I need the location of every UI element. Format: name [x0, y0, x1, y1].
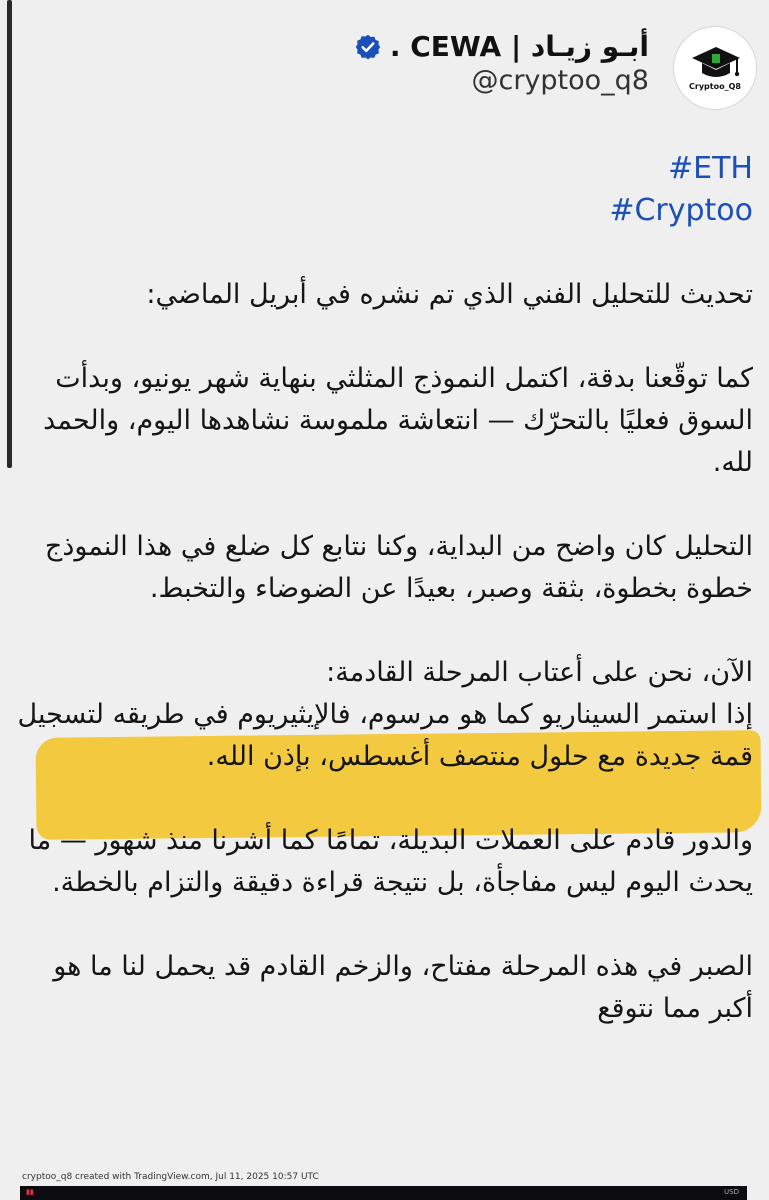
avatar[interactable]: [673, 26, 757, 110]
hashtag-eth[interactable]: #ETH: [668, 151, 753, 186]
paragraph-altcoins: والدور قادم على العملات البديلة، تمامًا كما أشرنا منذ شهور — ما يحدث اليوم ليس مفاجأة، بل نتيجة قراءة دقيقة والتزام بالخطة.: [28, 825, 753, 898]
verified-badge-icon: [354, 33, 382, 61]
tweet-header: [117, 18, 757, 108]
paragraph-triangle: كما توقّعنا بدقة، اكتمل النموذج المثلثي بنهاية شهر يونيو، وبدأت السوق فعليًا بالتحرّك — انتعاشة ملموسة نشاهدها اليوم، والحمد لله.: [43, 363, 753, 478]
chart-currency: USD: [724, 1188, 739, 1196]
hashtag-cryptoo[interactable]: #Cryptoo: [609, 193, 753, 228]
thread-line: [7, 0, 12, 468]
name-row: [354, 30, 649, 63]
paragraph-update: تحديث للتحليل الفني الذي تم نشره في أبريل الماضي:: [146, 279, 753, 310]
paragraph-analysis: التحليل كان واضح من البداية، وكنا نتابع كل ضلع في هذا النموذج خطوة بخطوة، بثقة وصبر، بعيدًا عن الضوضاء والتخبط.: [44, 531, 753, 604]
paragraph-patience: الصبر في هذه المرحلة مفتاح، والزخم القادم قد يحمل لنا ما هو أكبر مما نتوقع: [53, 951, 753, 1024]
chart-image-preview[interactable]: [20, 1186, 747, 1200]
user-identity: [354, 30, 649, 96]
graduation-cap-icon: [674, 27, 757, 110]
tweet-body: [16, 148, 753, 1030]
user-handle[interactable]: @cryptoo_q8: [471, 65, 649, 96]
avatar-label: Cryptoo_Q8: [689, 82, 741, 91]
chart-credit: cryptoo_q8 created with TradingView.com, Jul 11, 2025 10:57 UTC: [22, 1172, 319, 1182]
price-flag-icon: ▮▮: [26, 1188, 34, 1196]
paragraph-highlighted: إذا استمر السيناريو كما هو مرسوم، فالإيثيريوم في طريقه لتسجيل قمة جديدة مع حلول منتصف أغسطس، بإذن الله.: [17, 699, 753, 772]
display-name[interactable]: أبـو زيـاد | CEWA .: [389, 30, 649, 63]
paragraph-next-phase-intro: الآن، نحن على أعتاب المرحلة القادمة:: [326, 657, 753, 688]
